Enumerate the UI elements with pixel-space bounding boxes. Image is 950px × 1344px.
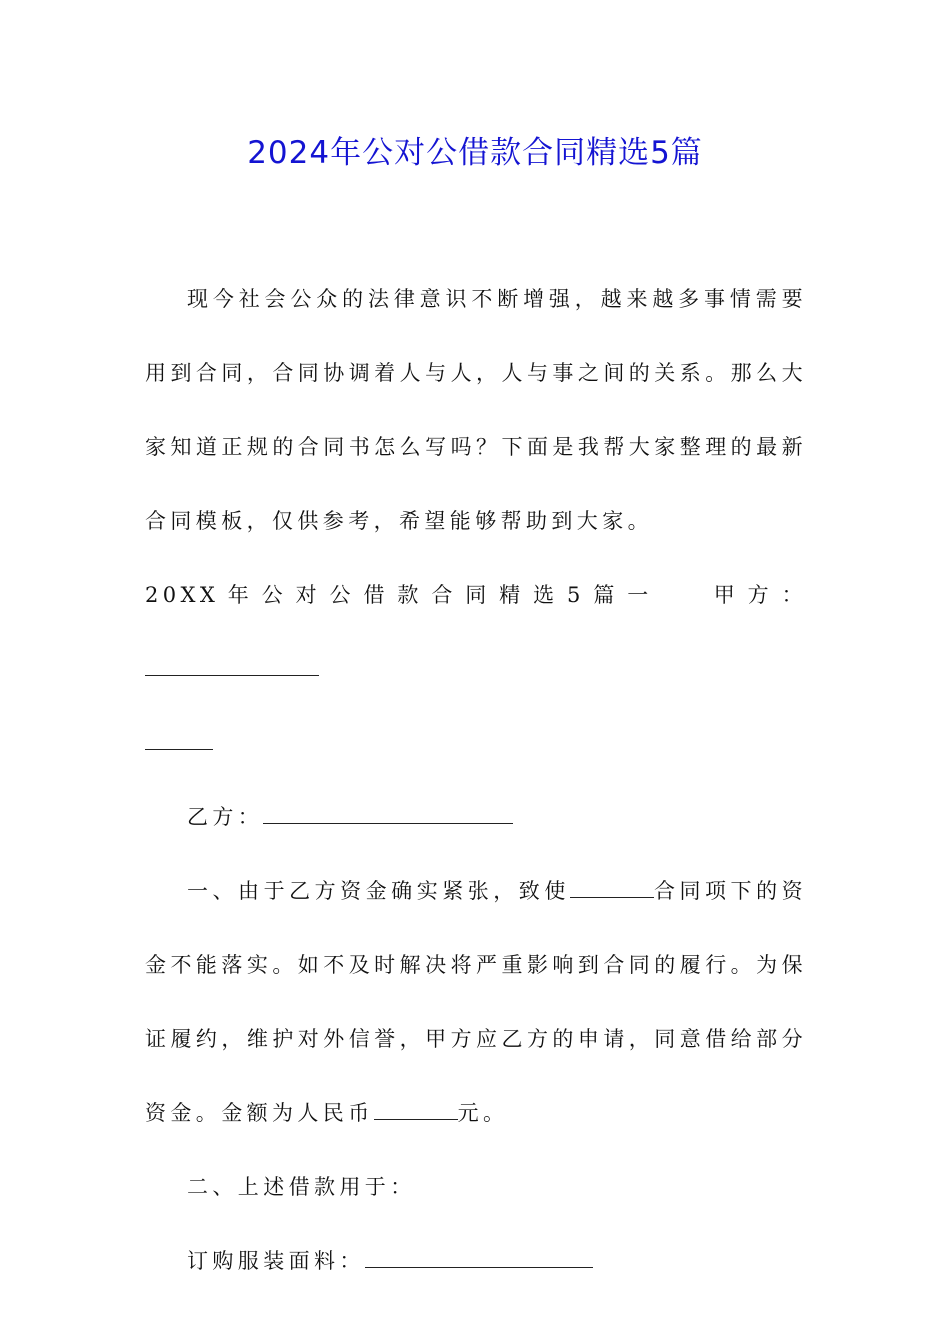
intro-paragraph: 现今社会公众的法律意识不断增强，越来越多事情需要用到合同，合同协调着人与人，人与事之间的关系。那么大家知道正规的合同书怎么写吗？下面是我帮大家整理的最新合同模板，仅供参考，希望能够帮助到大家。 [145,287,807,533]
clause-2-item-1-label: 订购服装面料： [187,1249,365,1273]
project-name-blank [570,875,654,898]
party-a-blank-continued [145,727,213,750]
party-b-blank [263,801,513,824]
amount-blank [374,1097,458,1120]
section-heading: 20XX年公对公借款合同精选5篇一 [145,583,662,607]
clause-1-text-start: 一、由于乙方资金确实紧张，致使 [187,879,570,903]
clause-2-heading: 二、上述借款用于： [187,1175,416,1199]
party-a-blank [145,653,319,676]
clause-1-paragraph [145,854,807,1150]
fabric-blank [365,1245,593,1268]
clause-2-item-1 [145,1224,807,1298]
party-a-label: 甲方： [705,583,807,607]
party-b-line [145,780,807,854]
section-heading-line [145,558,807,780]
document-title: 2024年公对公借款合同精选5篇 [247,135,703,171]
party-b-label: 乙方： [187,805,264,829]
clause-1-text-middle: 合同项下的资金不能落实。如不及时解决将严重影响到合同的履行。为保证履约，维护对外信誉，甲方应乙方的申请，同意借给部分资金。金额为人民币 [145,879,807,1125]
document-body [145,262,807,1298]
clause-1-text-end: 元。 [457,1101,509,1125]
